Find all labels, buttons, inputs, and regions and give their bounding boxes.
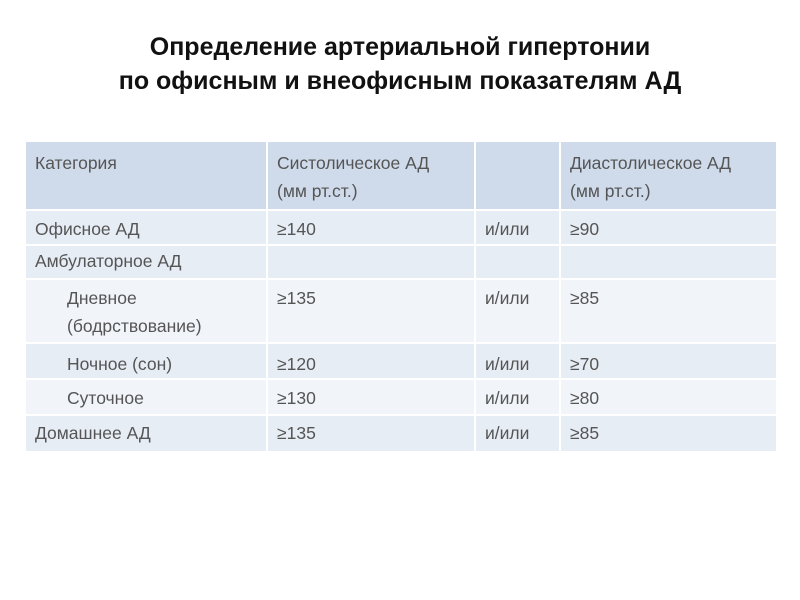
cell-connector: и/или: [475, 415, 560, 452]
cell-diastolic: ≥85: [560, 279, 776, 343]
table-row: [26, 343, 776, 379]
cell-systolic: [267, 245, 475, 279]
table-row: [26, 245, 776, 279]
cell-connector: и/или: [475, 379, 560, 415]
header-connector: [475, 142, 560, 210]
page-title: [0, 30, 800, 98]
title-line-2: по офисным и внеофисным показателям АД: [118, 67, 682, 95]
table-row: [26, 210, 776, 245]
cell-diastolic: ≥80: [560, 379, 776, 415]
cell-systolic: ≥130: [267, 379, 475, 415]
cell-category: Суточное: [26, 379, 267, 415]
cell-connector: и/или: [475, 279, 560, 343]
cell-connector: и/или: [475, 343, 560, 379]
cell-diastolic: ≥85: [560, 415, 776, 452]
header-category: Категория: [26, 142, 267, 210]
cell-connector: и/или: [475, 210, 560, 245]
header-systolic: [267, 142, 475, 210]
table-row: [26, 415, 776, 452]
title-line-1: Определение артериальной гипертонии: [149, 33, 651, 61]
cell-connector: [475, 245, 560, 279]
cell-systolic: ≥120: [267, 343, 475, 379]
header-diastolic: [560, 142, 776, 210]
table-row: [26, 279, 776, 343]
cell-systolic: ≥135: [267, 279, 475, 343]
cell-systolic: ≥140: [267, 210, 475, 245]
header-systolic-label: Систолическое АД: [277, 153, 430, 173]
header-diastolic-label: Диастолическое АД: [570, 153, 732, 173]
cell-category: Амбулаторное АД: [26, 245, 267, 279]
bp-threshold-table: [26, 142, 776, 453]
table-header-row: [26, 142, 776, 210]
header-diastolic-unit: (мм рт.ст.): [570, 181, 651, 201]
cell-category-line-1: Дневное: [67, 288, 137, 308]
cell-category: Ночное (сон): [26, 343, 267, 379]
cell-diastolic: ≥90: [560, 210, 776, 245]
header-systolic-unit: (мм рт.ст.): [277, 181, 358, 201]
cell-category: Офисное АД: [26, 210, 267, 245]
cell-diastolic: [560, 245, 776, 279]
cell-systolic: ≥135: [267, 415, 475, 452]
cell-category: Домашнее АД: [26, 415, 267, 452]
cell-diastolic: ≥70: [560, 343, 776, 379]
table-row: [26, 379, 776, 415]
cell-category: [26, 279, 267, 343]
cell-category-line-2: (бодрствование): [67, 316, 202, 336]
